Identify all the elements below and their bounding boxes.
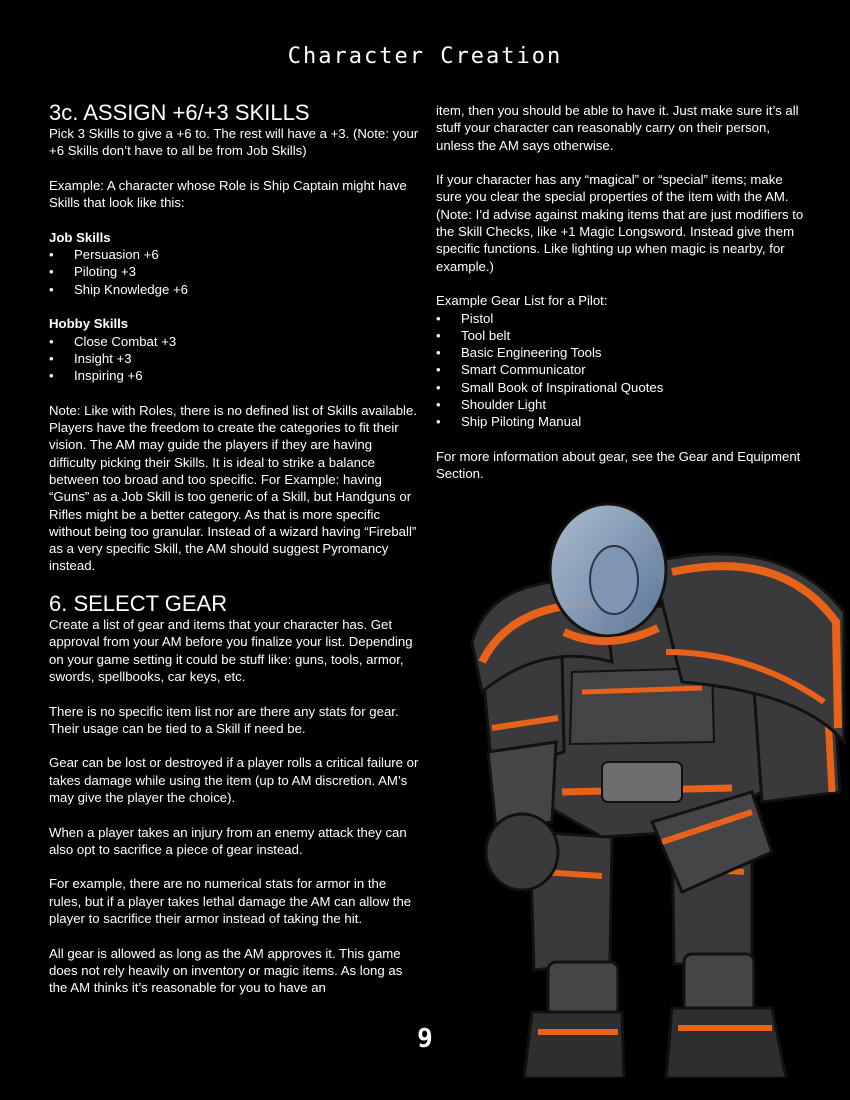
gear-paragraph: Gear can be lost or destroyed if a player rolls a critical failure or takes damage while using the item (up to AM discretion. AM’s may give the player the choice). xyxy=(49,755,419,805)
job-skills-title: Job Skills xyxy=(49,229,111,245)
list-item: • Shoulder Light xyxy=(436,396,808,413)
list-item: • Smart Communicator xyxy=(436,361,808,378)
skills-intro: Pick 3 Skills to give a +6 to. The rest will have a +3. (Note: your +6 Skills don’t have to all be from Job Skills) xyxy=(49,126,419,159)
pilot-gear-list xyxy=(436,310,808,431)
skills-note: Note: Like with Roles, there is no defined list of Skills available. Players have the freedom to create the categories to fit their vision. The AM may guide the players if they are having difficulty picking their Skills. It is ideal to strike a balance between too broad and too specific. For Example: having “Guns” as a Job Skill is too generic of a Skill, but Handguns or Rifles might be a better category. As that is more specific without being too granular. Instead of a wizard having “Fireball” as a very specific Skill, the AM should suggest Pyromancy instead. xyxy=(49,402,417,574)
hobby-skills-list xyxy=(49,333,421,385)
page-title: Character Creation xyxy=(287,44,563,69)
skills-heading: 3c. ASSIGN +6/+3 SKILLS xyxy=(49,100,310,125)
page-number: 9 xyxy=(417,1024,433,1054)
gear-paragraph: When a player takes an injury from an enemy attack they can also opt to sacrifice a piece of gear instead. xyxy=(49,824,407,857)
skills-example-intro: Example: A character whose Role is Ship Captain might have Skills that look like this: xyxy=(49,177,407,211)
magical-items-paragraph: If your character has any “magical” or “special” items; make sure you clear the special properties of the item with the AM. (Note: I’d advise against making items that are just modifiers to the Skill Checks, like +1 Magic Longsword. Instead give them specific functions. Like lighting up when magic is nearby, for example.) xyxy=(436,172,804,274)
gear-paragraph: For example, there are no numerical stats for armor in the rules, but if a player takes lethal damage the AM can allow the player to sacrifice their armor instead of taking the hit. xyxy=(49,876,412,927)
gear-paragraph: All gear is allowed as long as the AM approves it. This game does not rely heavily on inventory or magic items. As long as the AM thinks it’s reasonable for you to have an xyxy=(49,945,403,996)
gear-heading: 6. SELECT GEAR xyxy=(49,591,228,617)
list-item: • Small Book of Inspirational Quotes xyxy=(436,379,808,396)
right-column xyxy=(436,102,808,500)
gear-paragraph: Create a list of gear and items that your character has. Get approval from your AM before you finalize your list. Depending on your game setting it could be stuff like: guns, tools, armor, swords, spellbooks, car keys, etc. xyxy=(49,617,413,684)
job-skills-list xyxy=(49,246,421,298)
armored-pilot-illustration xyxy=(452,492,848,1078)
list-item: • Ship Knowledge +6 xyxy=(49,281,421,298)
left-column xyxy=(49,101,421,1014)
gear-example-title: Example Gear List for a Pilot: xyxy=(436,293,608,309)
gear-continued: item, then you should be able to have it. Just make sure it’s all stuff your character can reasonably carry on their person, unless the AM says otherwise. xyxy=(436,103,799,153)
list-item: • Persuasion +6 xyxy=(49,246,421,263)
list-item: • Inspiring +6 xyxy=(49,367,421,384)
list-item: • Close Combat +3 xyxy=(49,333,421,350)
list-item: • Tool belt xyxy=(436,327,808,344)
list-item: • Pistol xyxy=(436,310,808,327)
gear-paragraph: There is no specific item list nor are there any stats for gear. Their usage can be tied to a Skill if need be. xyxy=(49,703,399,736)
list-item: • Insight +3 xyxy=(49,350,421,367)
hobby-skills-title: Hobby Skills xyxy=(49,316,129,332)
list-item: • Ship Piloting Manual xyxy=(436,413,808,430)
list-item: • Basic Engineering Tools xyxy=(436,344,808,361)
more-info-paragraph: For more information about gear, see the Gear and Equipment Section. xyxy=(436,448,801,482)
list-item: • Piloting +3 xyxy=(49,263,421,280)
